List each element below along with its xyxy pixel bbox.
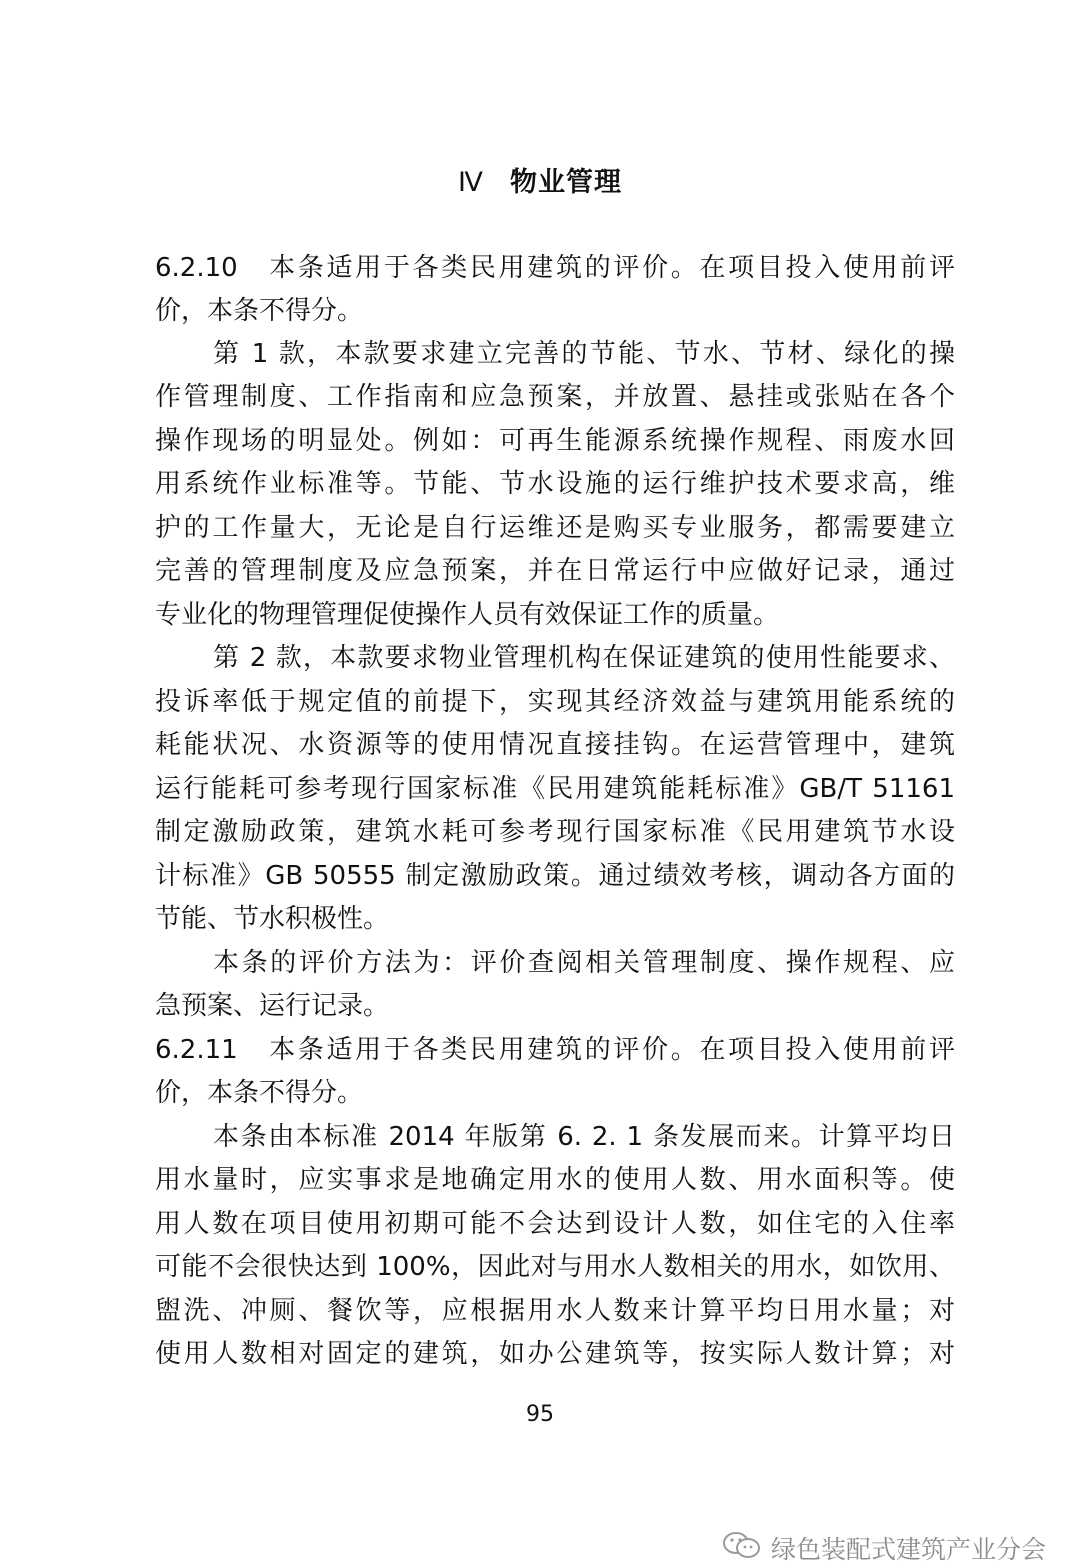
text-line: 专业化的物理管理促使操作人员有效保证工作的质量。 — [155, 600, 780, 630]
text-line: 用水量时，应实事求是地确定用水的使用人数、用水面积等。使 — [155, 1165, 955, 1195]
text-line: 运行能耗可参考现行国家标准《民用建筑能耗标准》GB/T 51161 — [155, 774, 955, 804]
text-line: 价，本条不得分。 — [155, 296, 364, 326]
text-line: 完善的管理制度及应急预案，并在日常运行中应做好记录，通过 — [155, 556, 955, 586]
text-line: 制定激励政策，建筑水耗可参考现行国家标准《民用建筑节水设 — [155, 817, 955, 847]
text-line: 6.2.11 本条适用于各类民用建筑的评价。在项目投入使用前评 — [155, 1035, 955, 1065]
text-line: 急预案、运行记录。 — [155, 991, 390, 1021]
text-line: 使用人数相对固定的建筑，如办公建筑等，按实际人数计算；对 — [155, 1339, 955, 1369]
text-line: 盥洗、冲厕、餐饮等，应根据用水人数来计算平均日用水量；对 — [155, 1296, 955, 1326]
text-line: 价，本条不得分。 — [155, 1078, 364, 1108]
text-line: 操作现场的明显处。例如：可再生能源系统操作规程、雨废水回 — [155, 426, 955, 456]
text-line: 护的工作量大，无论是自行运维还是购买专业服务，都需要建立 — [155, 513, 955, 543]
section-heading — [0, 160, 1080, 199]
text-line: 耗能状况、水资源等的使用情况直接挂钩。在运营管理中，建筑 — [155, 730, 955, 760]
text-line: 可能不会很快达到 100%，因此对与用水人数相关的用水，如饮用、 — [155, 1252, 955, 1282]
text-line: 作管理制度、工作指南和应急预案，并放置、悬挂或张贴在各个 — [155, 382, 955, 412]
text-line: 6.2.10 本条适用于各类民用建筑的评价。在项目投入使用前评 — [155, 253, 955, 283]
wechat-icon — [721, 1530, 763, 1566]
text-line: 计标准》GB 50555 制定激励政策。通过绩效考核，调动各方面的 — [155, 861, 955, 891]
text-line: 本条由本标准 2014 年版第 6. 2. 1 条发展而来。计算平均日 — [213, 1122, 955, 1152]
text-line: 投诉率低于规定值的前提下，实现其经济效益与建筑用能系统的 — [155, 687, 955, 717]
text-line: 本条的评价方法为：评价查阅相关管理制度、操作规程、应 — [213, 948, 955, 978]
text-line: 用人数在项目使用初期可能不会达到设计人数，如住宅的入住率 — [155, 1209, 955, 1239]
page-number: 95 — [526, 1402, 554, 1427]
text-line: 用系统作业标准等。节能、节水设施的运行维护技术要求高，维 — [155, 469, 955, 499]
section-title: 物业管理 — [509, 167, 622, 198]
watermark-text: 绿色装配式建筑产业分会 — [770, 1535, 1046, 1564]
section-number: Ⅳ — [458, 167, 484, 198]
text-line: 第 1 款，本款要求建立完善的节能、节水、节材、绿化的操 — [213, 339, 955, 369]
text-line: 第 2 款，本款要求物业管理机构在保证建筑的使用性能要求、 — [213, 643, 955, 673]
text-line: 节能、节水积极性。 — [155, 904, 390, 934]
watermark — [721, 1530, 1046, 1566]
